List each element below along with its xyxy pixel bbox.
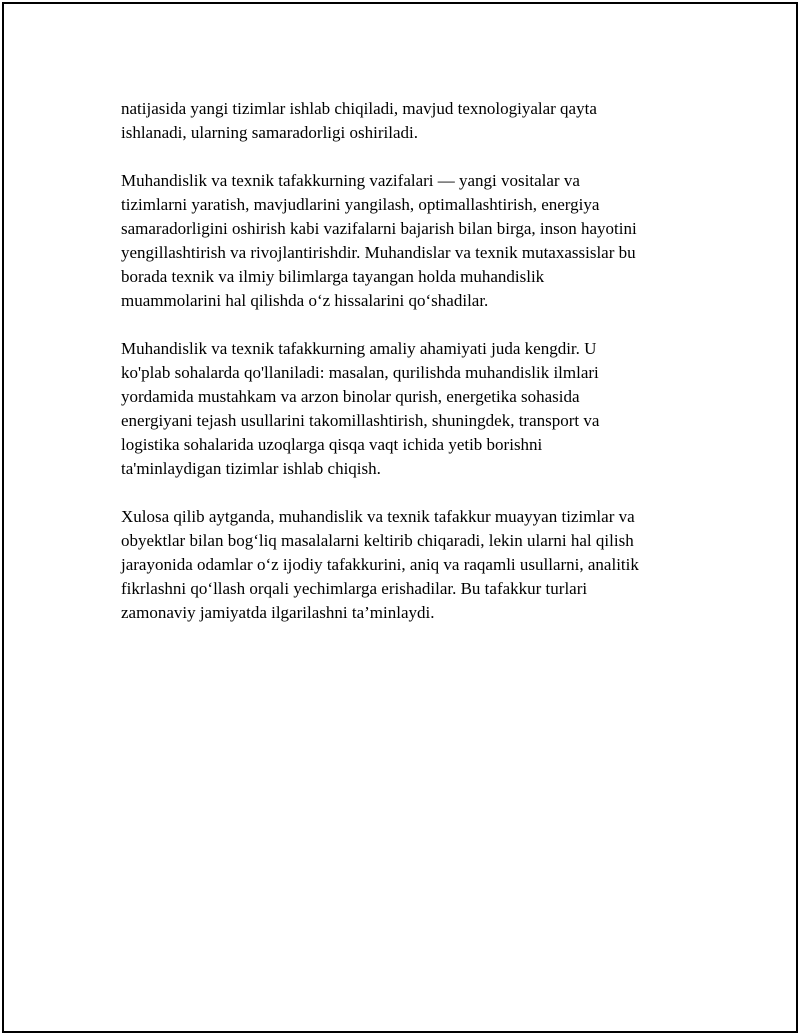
document-page (2, 2, 798, 1033)
paragraph-3 (121, 337, 691, 481)
paragraph-4 (121, 505, 691, 625)
paragraph-line: ta'minlaydigan tizimlar ishlab chiqish. (121, 459, 381, 478)
paragraph-line: zamonaviy jamiyatda ilgarilashni ta’minlaydi. (121, 603, 435, 622)
paragraph-2 (121, 169, 691, 313)
paragraph-line: fikrlashni qo‘llash orqali yechimlarga erishadilar. Bu tafakkur turlari (121, 579, 588, 598)
paragraph-1 (121, 97, 691, 145)
paragraph-line: energiyani tejash usullarini takomillashtirish, shuningdek, transport va (121, 411, 600, 430)
paragraph-line: samaradorligini oshirish kabi vazifalarni bajarish bilan birga, inson hayotini (121, 219, 637, 238)
paragraph-line: Muhandislik va texnik tafakkurning vazifalari — yangi vositalar va (121, 171, 580, 190)
paragraph-line: logistika sohalarida uzoqlarga qisqa vaqt ichida yetib borishni (121, 435, 543, 454)
document-body (121, 97, 691, 649)
paragraph-line: yengillashtirish va rivojlantirishdir. Muhandislar va texnik mutaxassislar bu (121, 243, 636, 262)
paragraph-line: obyektlar bilan bog‘liq masalalarni keltirib chiqaradi, lekin ularni hal qilish (121, 531, 634, 550)
paragraph-line: tizimlarni yaratish, mavjudlarini yangilash, optimallashtirish, energiya (121, 195, 600, 214)
paragraph-line: ko'plab sohalarda qo'llaniladi: masalan, qurilishda muhandislik ilmlari (121, 363, 599, 382)
paragraph-line: borada texnik va ilmiy bilimlarga tayangan holda muhandislik (121, 267, 545, 286)
paragraph-line: Xulosa qilib aytganda, muhandislik va texnik tafakkur muayyan tizimlar va (121, 507, 635, 526)
paragraph-line: muammolarini hal qilishda o‘z hissalarini qo‘shadilar. (121, 291, 489, 310)
paragraph-line: jarayonida odamlar o‘z ijodiy tafakkurini, aniq va raqamli usullarni, analitik (121, 555, 639, 574)
paragraph-line: yordamida mustahkam va arzon binolar qurish, energetika sohasida (121, 387, 580, 406)
paragraph-line: ishlanadi, ularning samaradorligi oshiriladi. (121, 123, 418, 142)
paragraph-line: natijasida yangi tizimlar ishlab chiqiladi, mavjud texnologiyalar qayta (121, 99, 597, 118)
paragraph-line: Muhandislik va texnik tafakkurning amaliy ahamiyati juda kengdir. U (121, 339, 597, 358)
